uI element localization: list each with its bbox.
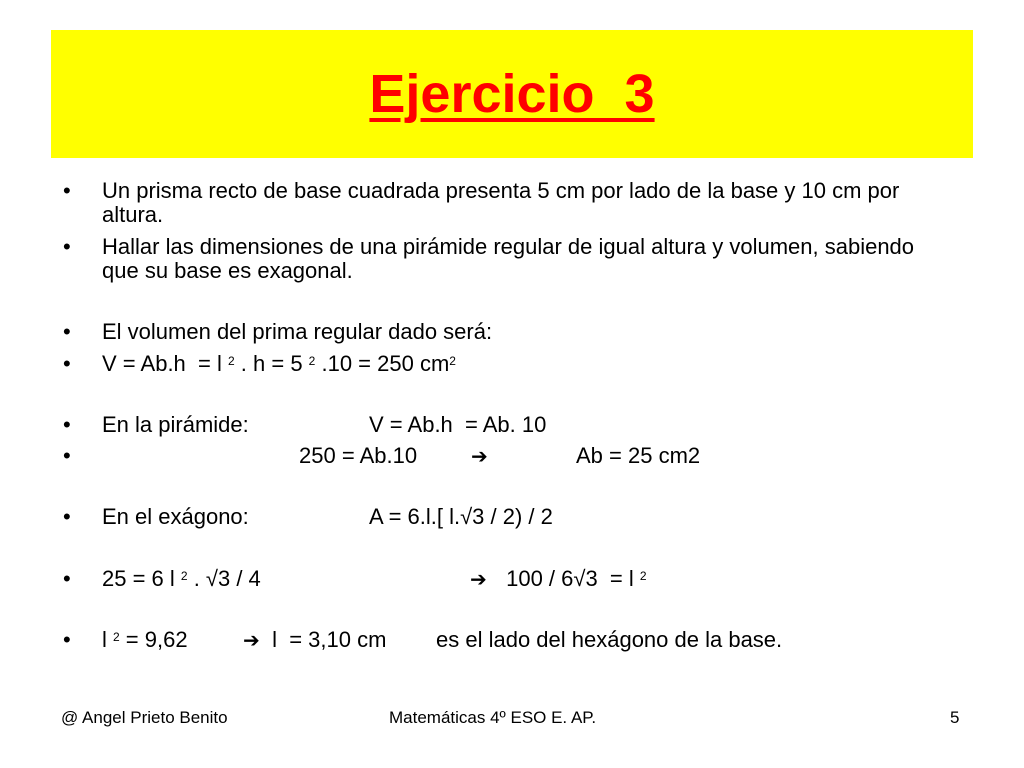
title-banner xyxy=(51,30,973,158)
arrow-icon: ➔ xyxy=(243,628,260,652)
conclusion-text: es el lado del hexágono de la base. xyxy=(436,627,783,652)
side-length-result: l = 3,10 cm xyxy=(266,627,387,652)
bullet-marker: • xyxy=(63,412,71,437)
bullet-marker: • xyxy=(63,234,71,259)
bullet-marker: • xyxy=(63,319,71,344)
bullet-marker: • xyxy=(63,443,71,468)
formula-part: 25 = 6 l xyxy=(102,566,181,591)
exponent: 2 xyxy=(449,354,456,368)
bullet-marker: • xyxy=(63,566,71,591)
footer-course: Matemáticas 4º ESO E. AP. xyxy=(389,708,597,727)
formula-part: V = Ab.h = l xyxy=(102,351,228,376)
hexagon-label: En el exágono: xyxy=(102,504,249,529)
formula-part: = 9,62 xyxy=(119,627,188,652)
base-area-result: Ab = 25 cm2 xyxy=(576,443,701,468)
exponent: 2 xyxy=(639,569,647,583)
problem-statement-2: Hallar las dimensiones de una pirámide regular de igual altura y volumen, sabiendo que su base es exagonal. xyxy=(102,234,915,283)
side-equation xyxy=(102,567,261,591)
bullet-marker: • xyxy=(63,627,71,652)
prism-volume-intro: El volumen del prima regular dado será: xyxy=(102,319,493,344)
slide-title: Ejercicio 3 xyxy=(369,64,655,124)
footer-author: @ Angel Prieto Benito xyxy=(61,708,228,727)
formula-part: . h = 5 xyxy=(234,351,309,376)
pyramid-label: En la pirámide: xyxy=(102,412,249,437)
base-area-equation: 250 = Ab.10 xyxy=(299,443,418,468)
exponent: 2 xyxy=(113,630,120,644)
formula-part: l xyxy=(102,627,113,652)
prism-volume-formula xyxy=(102,352,456,376)
pyramid-volume-formula: V = Ab.h = Ab. 10 xyxy=(369,412,547,437)
bullet-marker: • xyxy=(63,178,71,203)
bullet-marker: • xyxy=(63,351,71,376)
exponent: 2 xyxy=(180,569,188,583)
exponent: 2 xyxy=(308,354,316,368)
side-squared-value xyxy=(102,628,188,652)
footer-page-number: 5 xyxy=(950,708,960,727)
arrow-icon: ➔ xyxy=(471,444,488,468)
formula-part: .10 = 250 cm xyxy=(315,351,450,376)
hexagon-area-formula: A = 6.l.[ l.√3 / 2) / 2 xyxy=(369,504,553,529)
exponent: 2 xyxy=(227,354,235,368)
arrow-icon: ➔ xyxy=(470,567,487,591)
formula-part: 100 / 6√3 = l xyxy=(500,566,640,591)
bullet-marker: • xyxy=(63,504,71,529)
problem-statement-1: Un prisma recto de base cuadrada presenta 5 cm por lado de la base y 10 cm por altura. xyxy=(102,178,900,227)
side-squared-result xyxy=(500,567,647,591)
formula-part: . √3 / 4 xyxy=(187,566,261,591)
